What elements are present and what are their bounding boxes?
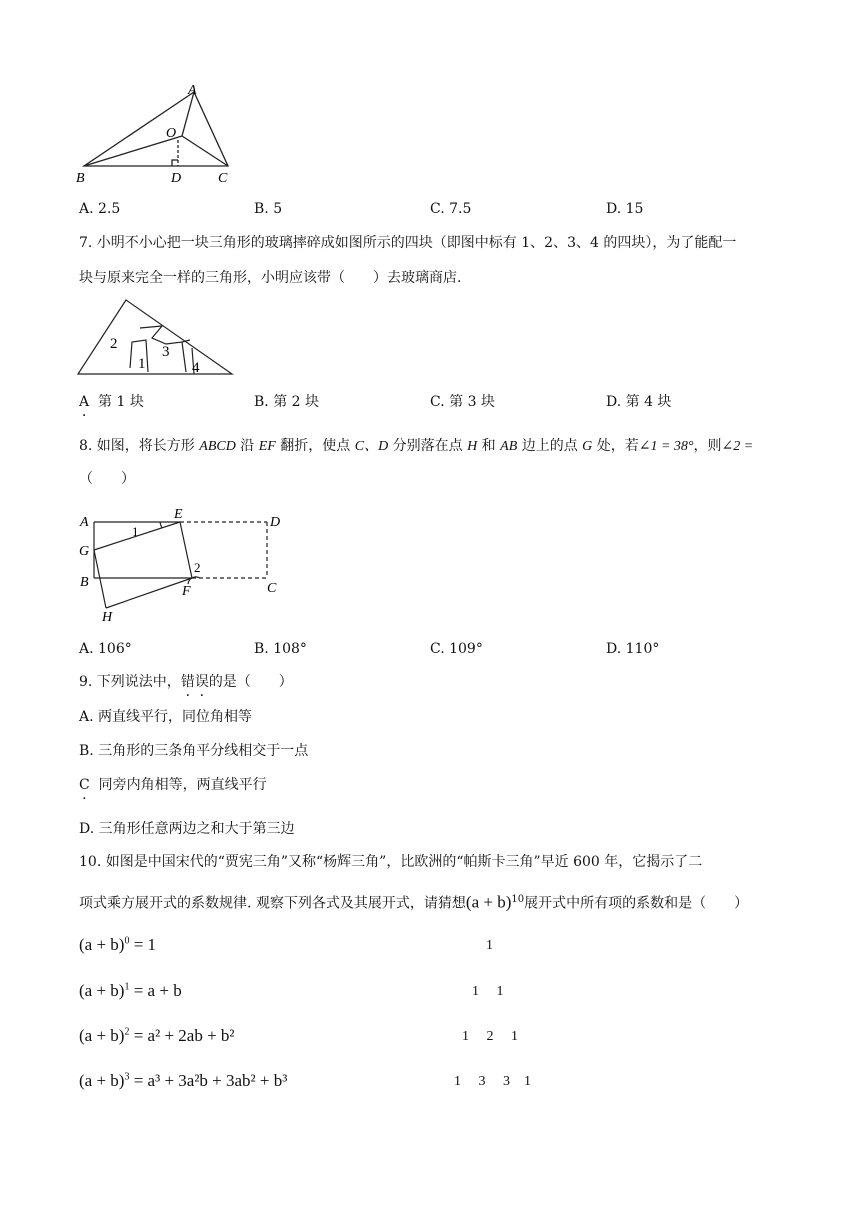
q6-option-d: D. 15 — [606, 201, 644, 217]
q9-option-c — [79, 775, 267, 795]
q7-option-c: C. 第 3 块 — [430, 394, 495, 410]
fig8-label-D: D — [270, 515, 281, 530]
row0-lhs: (a + b) — [79, 935, 125, 954]
q8-angle-2: ∠2 = — [721, 439, 754, 454]
fig8-label-A: A — [80, 515, 89, 530]
q8-points-cd: C、D — [354, 439, 389, 454]
q7-option-d: D. 第 4 块 — [606, 394, 672, 410]
row2-lhs: (a + b) — [79, 1026, 125, 1045]
q8-stem-line2: （ ） — [79, 471, 135, 487]
q7-option-a-letter: A · — [79, 394, 89, 410]
piece-label-4: 4 — [192, 360, 200, 376]
triangle-figure-q6 — [70, 82, 250, 186]
q9-option-d: D. 三角形任意两边之和大于第三边 — [79, 821, 295, 837]
coefficients-row-1: 1 1 — [472, 984, 504, 999]
label-O: O — [166, 126, 177, 141]
q9-option-b: B. 三角形的三条角平分线相交于一点 — [79, 743, 309, 759]
fig8-angle-2-label: 2 — [194, 560, 201, 575]
coefficients-row-0: 1 — [486, 938, 493, 953]
q8-fold-line: EF — [258, 439, 276, 454]
q8-point-h: H — [467, 439, 478, 454]
expansion-row-1 — [79, 981, 182, 1001]
q10-stem-pre: 项式乘方展开式的系数规律. 观察下列各式及其展开式，请猜想 — [79, 895, 466, 912]
q8-option-b: B. 108° — [254, 641, 307, 657]
q10-binomial: (a + b) — [465, 892, 512, 912]
q10-exponent: 10 — [511, 894, 525, 905]
q8-text-3: 翻折，使点 — [275, 438, 355, 454]
row2-rhs: = a² + 2ab + b² — [133, 1026, 235, 1045]
q8-angle-1: ∠1 = 38° — [638, 439, 694, 454]
fig8-label-E: E — [174, 507, 183, 522]
coefficients-row-2: 1 2 1 — [462, 1029, 518, 1044]
row1-rhs: = a + b — [133, 981, 182, 1000]
q8-option-c: C. 109° — [430, 641, 483, 657]
fig8-label-H: H — [102, 610, 113, 625]
row2-pow: 2 — [124, 1026, 130, 1038]
coefficients-row-3: 1 3 3 1 — [454, 1074, 531, 1089]
expansion-row-2 — [79, 1026, 235, 1046]
expansion-row-0 — [79, 935, 156, 955]
label-A: A — [188, 83, 197, 98]
q7-option-a — [79, 392, 144, 412]
q7-stem-line2: 块与原来完全一样的三角形，小明应该带（ ）去玻璃商店. — [79, 270, 462, 286]
q6-option-a: A. 2.5 — [79, 201, 121, 217]
row3-lhs: (a + b) — [79, 1071, 125, 1090]
row1-pow: 1 — [124, 981, 130, 993]
piece-label-3: 3 — [162, 344, 170, 360]
fig8-label-F: F — [182, 584, 191, 599]
q6-option-c: C. 7.5 — [430, 201, 472, 217]
row3-rhs: = a³ + 3a²b + 3ab² + b³ — [133, 1071, 288, 1090]
row3-pow: 3 — [124, 1071, 130, 1083]
q9-emphasis-2: 误 — [194, 674, 209, 690]
q8-side-ab: AB — [500, 439, 518, 454]
q9-option-c-text: 同旁内角相等，两直线平行 — [98, 777, 267, 793]
q8-text-6: 边上的点 — [517, 438, 583, 454]
row0-pow: 0 — [124, 935, 130, 947]
q8-text-8: ，则 — [693, 438, 722, 454]
expansion-row-3 — [79, 1071, 287, 1091]
q8-option-a: A. 106° — [79, 641, 132, 657]
q8-text-2: 沿 — [235, 438, 259, 454]
q9-stem-post: 的是（ ） — [208, 674, 293, 690]
q6-option-b: B. 5 — [254, 201, 283, 217]
row0-rhs: = 1 — [133, 935, 157, 954]
fig8-label-C: C — [267, 581, 277, 596]
broken-glass-figure-q7 — [74, 296, 238, 380]
q7-option-b: B. 第 2 块 — [254, 394, 319, 410]
q8-text-4: 分别落在点 — [388, 438, 468, 454]
q7-stem-line1: 7. 小明不小心把一块三角形的玻璃摔碎成如图所示的四块（即图中标有 1、2、3、4 的四块），为了能配一 — [79, 235, 737, 251]
q8-rect-name: ABCD — [199, 439, 236, 454]
q9-option-c-letter: C · — [79, 777, 90, 793]
piece-label-2: 2 — [110, 336, 118, 352]
q8-option-d: D. 110° — [606, 641, 660, 657]
q10-stem-post: 展开式中所有项的系数和是（ ） — [524, 895, 749, 912]
folded-rectangle-figure-q8 — [74, 502, 294, 628]
q8-point-g: G — [582, 439, 593, 454]
q8-stem-line1 — [79, 436, 753, 457]
q8-text-7: 处，若 — [592, 438, 639, 454]
label-C: C — [218, 171, 228, 186]
fig8-label-G: G — [79, 544, 90, 559]
q10-stem-line2 — [79, 890, 748, 914]
fig8-label-B: B — [80, 575, 89, 590]
label-D: D — [171, 171, 182, 186]
q10-stem-line1: 10. 如图是中国宋代的“贾宪三角”又称“杨辉三角”，比欧洲的“帕斯卡三角”早近 600 年，它揭示了二 — [79, 854, 703, 870]
fig8-angle-1-label: 1 — [132, 524, 139, 539]
label-B: B — [76, 171, 85, 186]
piece-label-1: 1 — [138, 356, 146, 372]
q9-emphasis-1: 错 — [180, 674, 195, 690]
q7-option-a-text: 第 1 块 — [98, 394, 144, 410]
q9-stem — [79, 672, 293, 692]
q9-option-a: A. 两直线平行，同位角相等 — [79, 709, 253, 725]
row1-lhs: (a + b) — [79, 981, 125, 1000]
q8-text-1: 8. 如图，将长方形 — [79, 438, 200, 454]
q8-text-5: 和 — [477, 438, 501, 454]
q9-stem-pre: 9. 下列说法中， — [79, 674, 181, 690]
